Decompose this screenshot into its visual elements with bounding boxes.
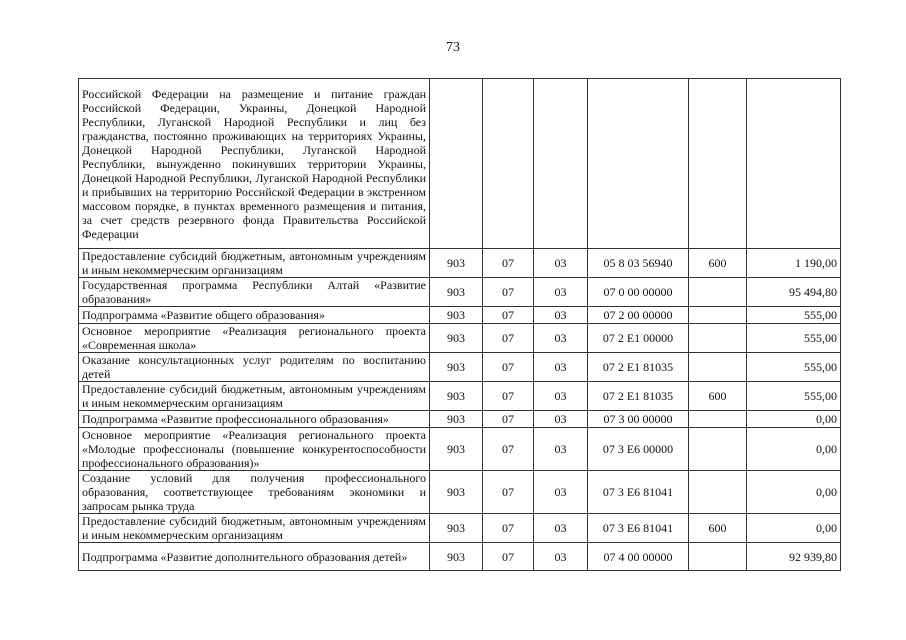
amount-cell: 555,00 xyxy=(747,324,841,353)
amount-cell xyxy=(747,79,841,249)
ministry-code-cell: 903 xyxy=(430,514,483,543)
subsection-code-cell: 03 xyxy=(534,382,588,411)
section-code-cell: 07 xyxy=(483,278,534,307)
section-code-cell: 07 xyxy=(483,428,534,471)
subsection-code-cell xyxy=(534,79,588,249)
section-code-cell: 07 xyxy=(483,514,534,543)
table-row xyxy=(79,79,841,249)
row-name-cell: Предоставление субсидий бюджетным, автономным учреждениям и иным некоммерческим организациям xyxy=(79,514,430,543)
row-name-cell: Подпрограмма «Развитие общего образования» xyxy=(79,307,430,324)
section-code-cell: 07 xyxy=(483,382,534,411)
amount-cell: 0,00 xyxy=(747,428,841,471)
expense-type-code-cell: 600 xyxy=(689,382,747,411)
subsection-code-cell: 03 xyxy=(534,249,588,278)
expense-type-code-cell xyxy=(689,411,747,428)
target-article-code-cell: 07 3 00 00000 xyxy=(588,411,689,428)
expense-type-code-cell xyxy=(689,79,747,249)
table-row xyxy=(79,471,841,514)
target-article-code-cell: 07 4 00 00000 xyxy=(588,543,689,571)
amount-cell: 555,00 xyxy=(747,307,841,324)
ministry-code-cell: 903 xyxy=(430,353,483,382)
amount-cell: 0,00 xyxy=(747,471,841,514)
target-article-code-cell: 07 0 00 00000 xyxy=(588,278,689,307)
table-row xyxy=(79,324,841,353)
ministry-code-cell: 903 xyxy=(430,324,483,353)
section-code-cell xyxy=(483,79,534,249)
amount-cell: 0,00 xyxy=(747,514,841,543)
ministry-code-cell: 903 xyxy=(430,411,483,428)
subsection-code-cell: 03 xyxy=(534,543,588,571)
table-row xyxy=(79,514,841,543)
amount-cell: 555,00 xyxy=(747,353,841,382)
table-row xyxy=(79,543,841,571)
subsection-code-cell: 03 xyxy=(534,428,588,471)
row-name-cell: Подпрограмма «Развитие профессионального образования» xyxy=(79,411,430,428)
amount-cell: 0,00 xyxy=(747,411,841,428)
row-name-cell: Основное мероприятие «Реализация регионального проекта «Современная школа» xyxy=(79,324,430,353)
target-article-code-cell: 07 2 E1 81035 xyxy=(588,353,689,382)
amount-cell: 95 494,80 xyxy=(747,278,841,307)
target-article-code-cell: 07 2 E1 00000 xyxy=(588,324,689,353)
table-row xyxy=(79,382,841,411)
ministry-code-cell: 903 xyxy=(430,307,483,324)
section-code-cell: 07 xyxy=(483,543,534,571)
amount-cell: 92 939,80 xyxy=(747,543,841,571)
ministry-code-cell: 903 xyxy=(430,278,483,307)
target-article-code-cell: 07 2 E1 81035 xyxy=(588,382,689,411)
ministry-code-cell: 903 xyxy=(430,543,483,571)
row-name-cell: Подпрограмма «Развитие дополнительного образования детей» xyxy=(79,543,430,571)
budget-table xyxy=(78,78,841,571)
row-name-cell: Предоставление субсидий бюджетным, автономным учреждениям и иным некоммерческим организациям xyxy=(79,382,430,411)
table-row xyxy=(79,411,841,428)
target-article-code-cell: 07 3 E6 81041 xyxy=(588,471,689,514)
amount-cell: 1 190,00 xyxy=(747,249,841,278)
table-row xyxy=(79,353,841,382)
table-row xyxy=(79,249,841,278)
row-name-cell: Предоставление субсидий бюджетным, автономным учреждениям и иным некоммерческим организациям xyxy=(79,249,430,278)
ministry-code-cell xyxy=(430,79,483,249)
amount-cell: 555,00 xyxy=(747,382,841,411)
subsection-code-cell: 03 xyxy=(534,471,588,514)
table-row xyxy=(79,278,841,307)
subsection-code-cell: 03 xyxy=(534,353,588,382)
section-code-cell: 07 xyxy=(483,249,534,278)
subsection-code-cell: 03 xyxy=(534,307,588,324)
expense-type-code-cell: 600 xyxy=(689,249,747,278)
expense-type-code-cell xyxy=(689,324,747,353)
expense-type-code-cell xyxy=(689,543,747,571)
subsection-code-cell: 03 xyxy=(534,324,588,353)
expense-type-code-cell: 600 xyxy=(689,514,747,543)
subsection-code-cell: 03 xyxy=(534,278,588,307)
ministry-code-cell: 903 xyxy=(430,428,483,471)
table-row xyxy=(79,307,841,324)
section-code-cell: 07 xyxy=(483,324,534,353)
expense-type-code-cell xyxy=(689,307,747,324)
target-article-code-cell: 07 3 E6 00000 xyxy=(588,428,689,471)
row-name-cell: Основное мероприятие «Реализация регионального проекта «Молодые профессионалы (повышение конкурентоспособности профессионального образования)» xyxy=(79,428,430,471)
expense-type-code-cell xyxy=(689,278,747,307)
ministry-code-cell: 903 xyxy=(430,249,483,278)
target-article-code-cell xyxy=(588,79,689,249)
page-number: 73 xyxy=(446,40,460,55)
table-row xyxy=(79,428,841,471)
section-code-cell: 07 xyxy=(483,471,534,514)
section-code-cell: 07 xyxy=(483,353,534,382)
subsection-code-cell: 03 xyxy=(534,514,588,543)
ministry-code-cell: 903 xyxy=(430,471,483,514)
target-article-code-cell: 07 3 E6 81041 xyxy=(588,514,689,543)
row-name-cell: Российской Федерации на размещение и питание граждан Российской Федерации, Украины, Донецкой Народной Республики, Луганской Народной Республики и лиц без гражданства, постоянно проживающих на территориях Украины, Донецкой Народной Республики, Луганской Народной Республики, вынужденно покинувших территории Украины, Донецкой Народной Республики, Луганской Народной Республики и прибывших на территорию Российской Федерации в экстренном массовом порядке, в пунктах временного размещения и питания, за счет средств резервного фонда Правительства Российской Федерации xyxy=(79,79,430,249)
row-name-cell: Оказание консультационных услуг родителям по воспитанию детей xyxy=(79,353,430,382)
section-code-cell: 07 xyxy=(483,411,534,428)
target-article-code-cell: 05 8 03 56940 xyxy=(588,249,689,278)
row-name-cell: Государственная программа Республики Алтай «Развитие образования» xyxy=(79,278,430,307)
table-body xyxy=(79,79,841,571)
expense-type-code-cell xyxy=(689,471,747,514)
subsection-code-cell: 03 xyxy=(534,411,588,428)
target-article-code-cell: 07 2 00 00000 xyxy=(588,307,689,324)
section-code-cell: 07 xyxy=(483,307,534,324)
expense-type-code-cell xyxy=(689,428,747,471)
row-name-cell: Создание условий для получения профессионального образования, соответствующее требованиям экономики и запросам рынка труда xyxy=(79,471,430,514)
expense-type-code-cell xyxy=(689,353,747,382)
ministry-code-cell: 903 xyxy=(430,382,483,411)
